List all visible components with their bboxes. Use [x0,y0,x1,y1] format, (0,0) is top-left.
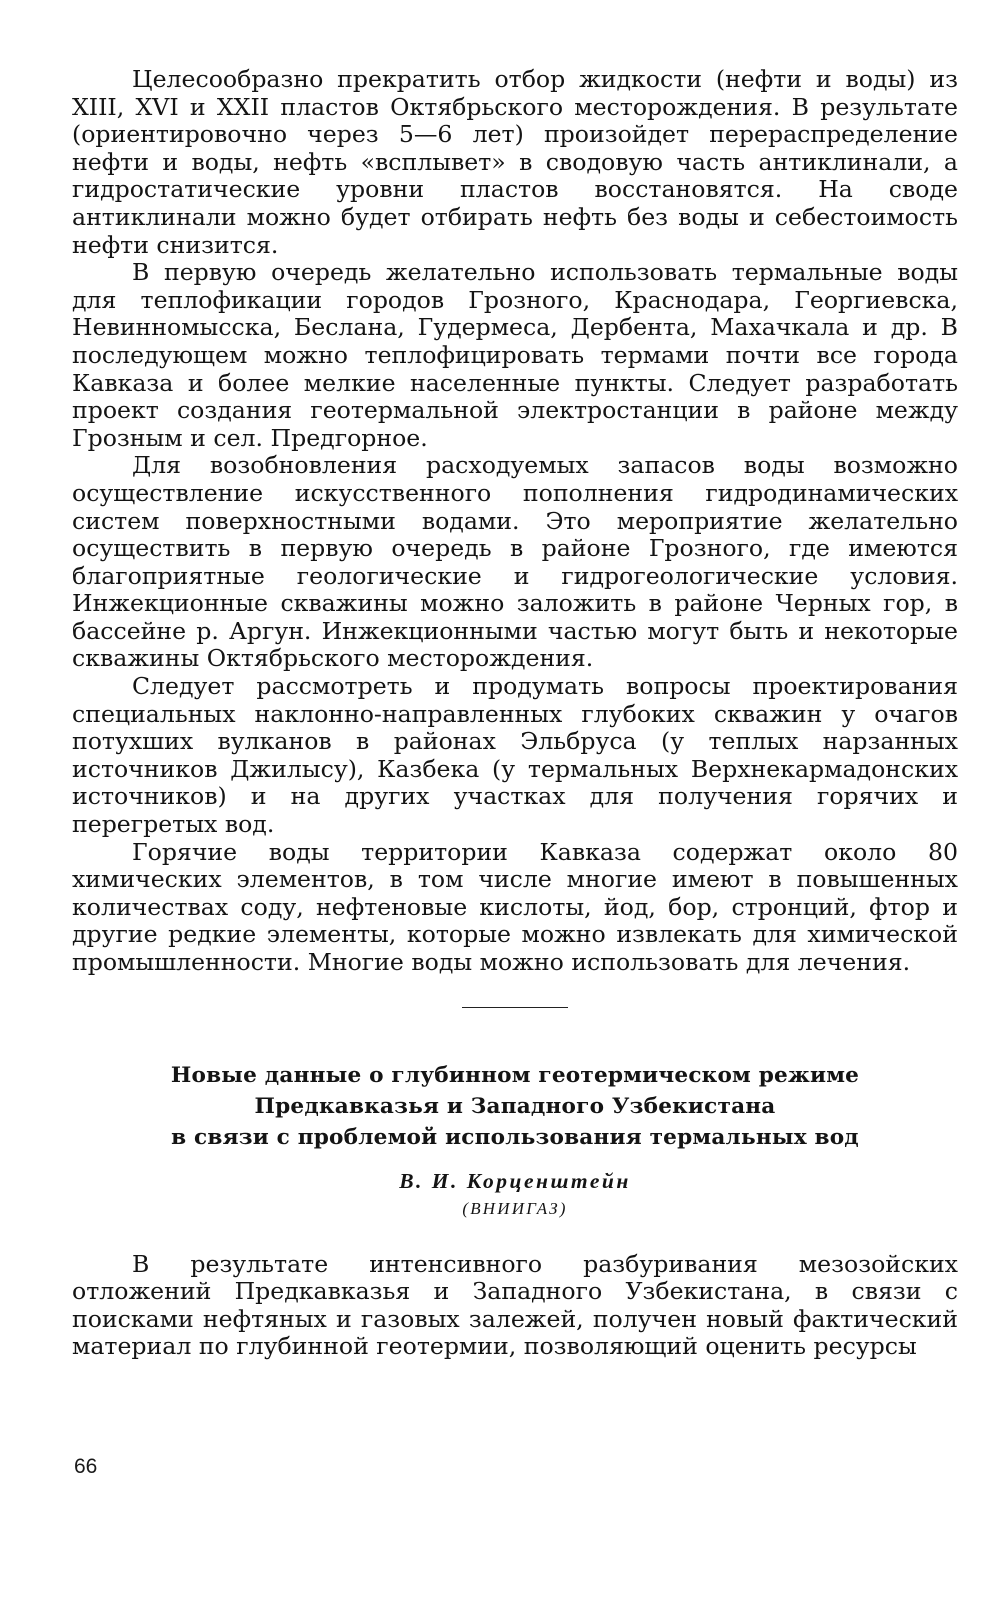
paragraph-article-intro: В результате интенсивного разбуривания мезозойских отложений Предкавказья и Западного Узбекистана, в связи с поисками нефтяных и газовых залежей, получен новый фактический материал по глубинной геотермии, позволяющий оценить ресурсы [72,1249,958,1361]
section-divider [462,1007,568,1008]
paragraph-oil-extraction: Целесообразно прекратить отбор жидкости (нефти и воды) из XIII, XVI и XXII пластов Октябрьского месторождения. В результате (ориентировочно через 5—6 лет) произойдет перераспределение нефти и воды, нефть «всплывет» в сводовую часть антиклинали, а гидростатические уровни пластов восстановятся. На своде антиклинали можно будет отбирать нефть без воды и себестоимость нефти снизится. [72,65,958,259]
article-title-line: Новые данные о глубинном геотермическом режиме [170,1062,860,1088]
article-title-line: в связи с проблемой использования термальных вод [171,1124,859,1150]
page-body [72,66,958,1361]
paragraph-deep-wells: Следует рассмотреть и продумать вопросы проектирования специальных наклонно-направленных глубоких скважин у очагов потухших вулканов в районах Эльбруса (у теплых нарзанных источников Джилысу), Казбека (у термальных Верхнекармадонских источников) и на других участках для получения горячих и перегретых вод. [72,672,958,839]
article-title-line: Предкавказья и Западного Узбекистана [254,1093,776,1119]
page-number: 66 [74,1455,98,1478]
article-affiliation: (ВНИИГАЗ) [462,1198,568,1218]
article-author: В. И. Корценштейн [399,1168,631,1193]
paragraph-heating: В первую очередь желательно использовать термальные воды для теплофикации городов Грозного, Краснодара, Георгиевска, Невинномысска, Беслана, Гудермеса, Дербента, Махачкала и др. В последующем можно теплофицировать термами почти все города Кавказа и более мелкие населенные пункты. Следует разработать проект создания геотермальной электростанции в районе между Грозным и сел. Предгорное. [72,258,958,452]
paragraph-water-replenishment: Для возобновления расходуемых запасов воды возможно осуществление искусственного пополнения гидродинамических систем поверхностными водами. Это мероприятие желательно осуществить в первую очередь в районе Грозного, где имеются благоприятные геологические и гидрогеологические условия. Инжекционные скважины можно заложить в районе Черных гор, в бассейне р. Аргун. Инжекционными частью могут быть и некоторые скважины Октябрьского месторождения. [72,451,958,673]
article-title [72,1060,958,1153]
paragraph-chemical-elements: Горячие воды территории Кавказа содержат около 80 химических элементов, в том числе многие имеют в повышенных количествах соду, нефтеновые кислоты, йод, бор, стронций, фтор и другие редкие элементы, которые можно извлекать для химической промышленности. Многие воды можно использовать для лечения. [72,837,958,976]
